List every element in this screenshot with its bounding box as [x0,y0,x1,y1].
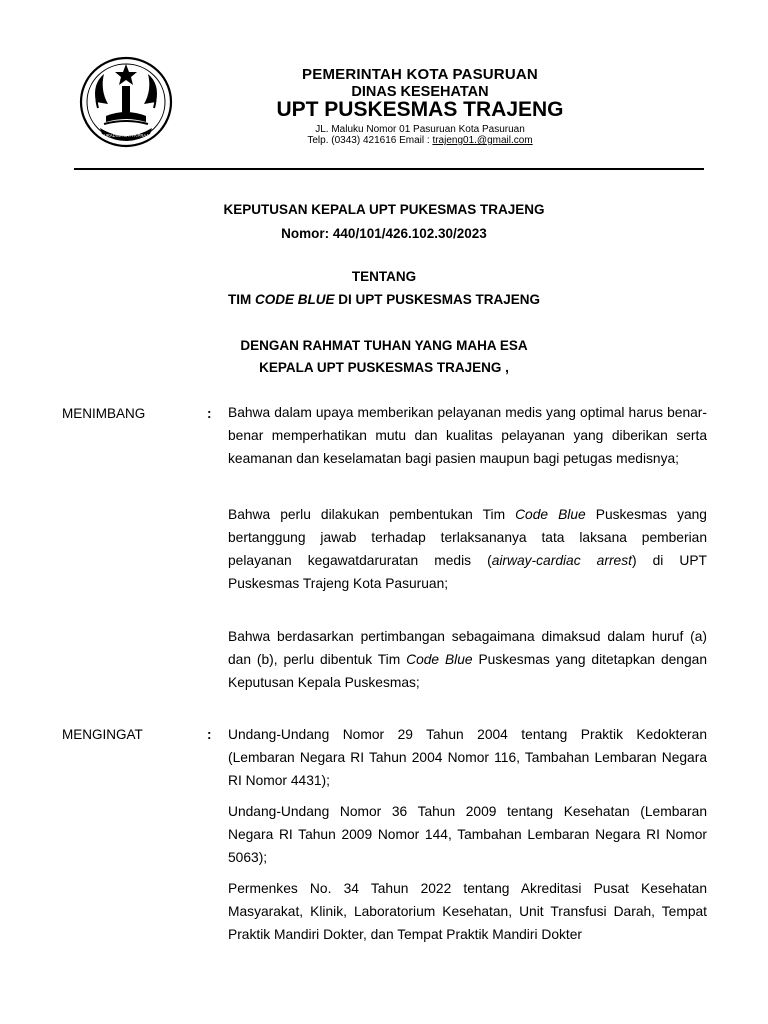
decree-subject [0,292,768,307]
decree-number: Nomor: 440/101/426.102.30/2023 [281,226,487,241]
mengingat-colon: : [207,727,212,742]
about-heading: TENTANG [351,269,417,284]
city-emblem-logo [78,54,174,150]
p3-part-c: Puskesmas yang ditetapkan dengan Keputusan Kepala Puskesmas; [228,652,707,690]
menimbang-paragraph-3 [228,625,707,694]
decree-title: KEPUTUSAN KEPALA UPT PUKESMAS TRAJENG [223,202,545,217]
p2-part-b: Code Blue [515,507,586,522]
subject-post: DI UPT PUSKESMAS TRAJENG [334,292,541,307]
menimbang-label: MENIMBANG [62,406,146,421]
menimbang-paragraph-1: Bahwa dalam upaya memberikan pelayanan medis yang optimal harus benar-benar memperhatikan mutu dan kualitas pelayanan yang diberikan serta keamanan dan keselamatan bagi pasien maupun bagi petugas medisnya; [228,405,707,466]
letterhead-divider [74,168,704,170]
subject-italic: CODE BLUE [254,292,335,307]
head-line: KEPALA UPT PUSKESMAS TRAJENG , [259,360,509,375]
p2-part-a: Bahwa perlu dilakukan pembentukan Tim [228,507,516,522]
government-name: PEMERINTAH KOTA PASURUAN [302,66,538,83]
menimbang-colon: : [207,406,212,421]
institution-name: UPT PUSKESMAS TRAJENG [276,98,564,121]
subject-pre: TIM [227,292,255,307]
logo-motto-text: SURADINA SATYA PRAJA [100,133,152,138]
mengingat-label: MENGINGAT [62,727,143,742]
p3-part-a: Bahwa berdasarkan pertimbangan sebagaimana dimaksud dalam huruf (a) dan (b), perlu dibentuk Tim [228,629,707,667]
p3-part-b: Code Blue [406,652,473,667]
contact-line [200,135,640,146]
p2-part-c: Puskesmas yang bertanggung jawab terhadap terlaksananya tata laksana pemberian pelayanan kegawatdaruratan medis ( [228,507,707,568]
mengingat-paragraph-1: Undang-Undang Nomor 29 Tahun 2004 tentang Praktik Kedokteran (Lembaran Negara RI Tahun 2004 Nomor 116, Tambahan Lembaran Negara RI Nomor 4431); [228,727,707,788]
letterhead [0,0,768,180]
grace-line: DENGAN RAHMAT TUHAN YANG MAHA ESA [240,338,528,353]
email-link[interactable]: trajeng01.@gmail.com [432,135,533,146]
phone-text: Telp. (0343) 421616 Email : [307,135,433,146]
mengingat-paragraph-2: Undang-Undang Nomor 36 Tahun 2009 tentang Kesehatan (Lembaran Negara RI Tahun 2009 Nomor 144, Tambahan Lembaran Negara RI Nomor 5063); [228,804,707,865]
p2-part-d: airway-cardiac arrest [491,553,632,568]
p2-part-e: ) di UPT Puskesmas Trajeng Kota Pasuruan; [228,553,707,591]
menimbang-paragraph-2 [228,503,707,595]
mengingat-paragraph-3: Permenkes No. 34 Tahun 2022 tentang Akreditasi Pusat Kesehatan Masyarakat, Klinik, Laboratorium Kesehatan, Unit Transfusi Darah, Tempat Praktik Mandiri Dokter, dan Tempat Praktik Mandiri Dokter [228,881,707,942]
department-name: DINAS KESEHATAN [351,84,489,100]
address-line: JL. Maluku Nomor 01 Pasuruan Kota Pasuruan [315,124,525,135]
